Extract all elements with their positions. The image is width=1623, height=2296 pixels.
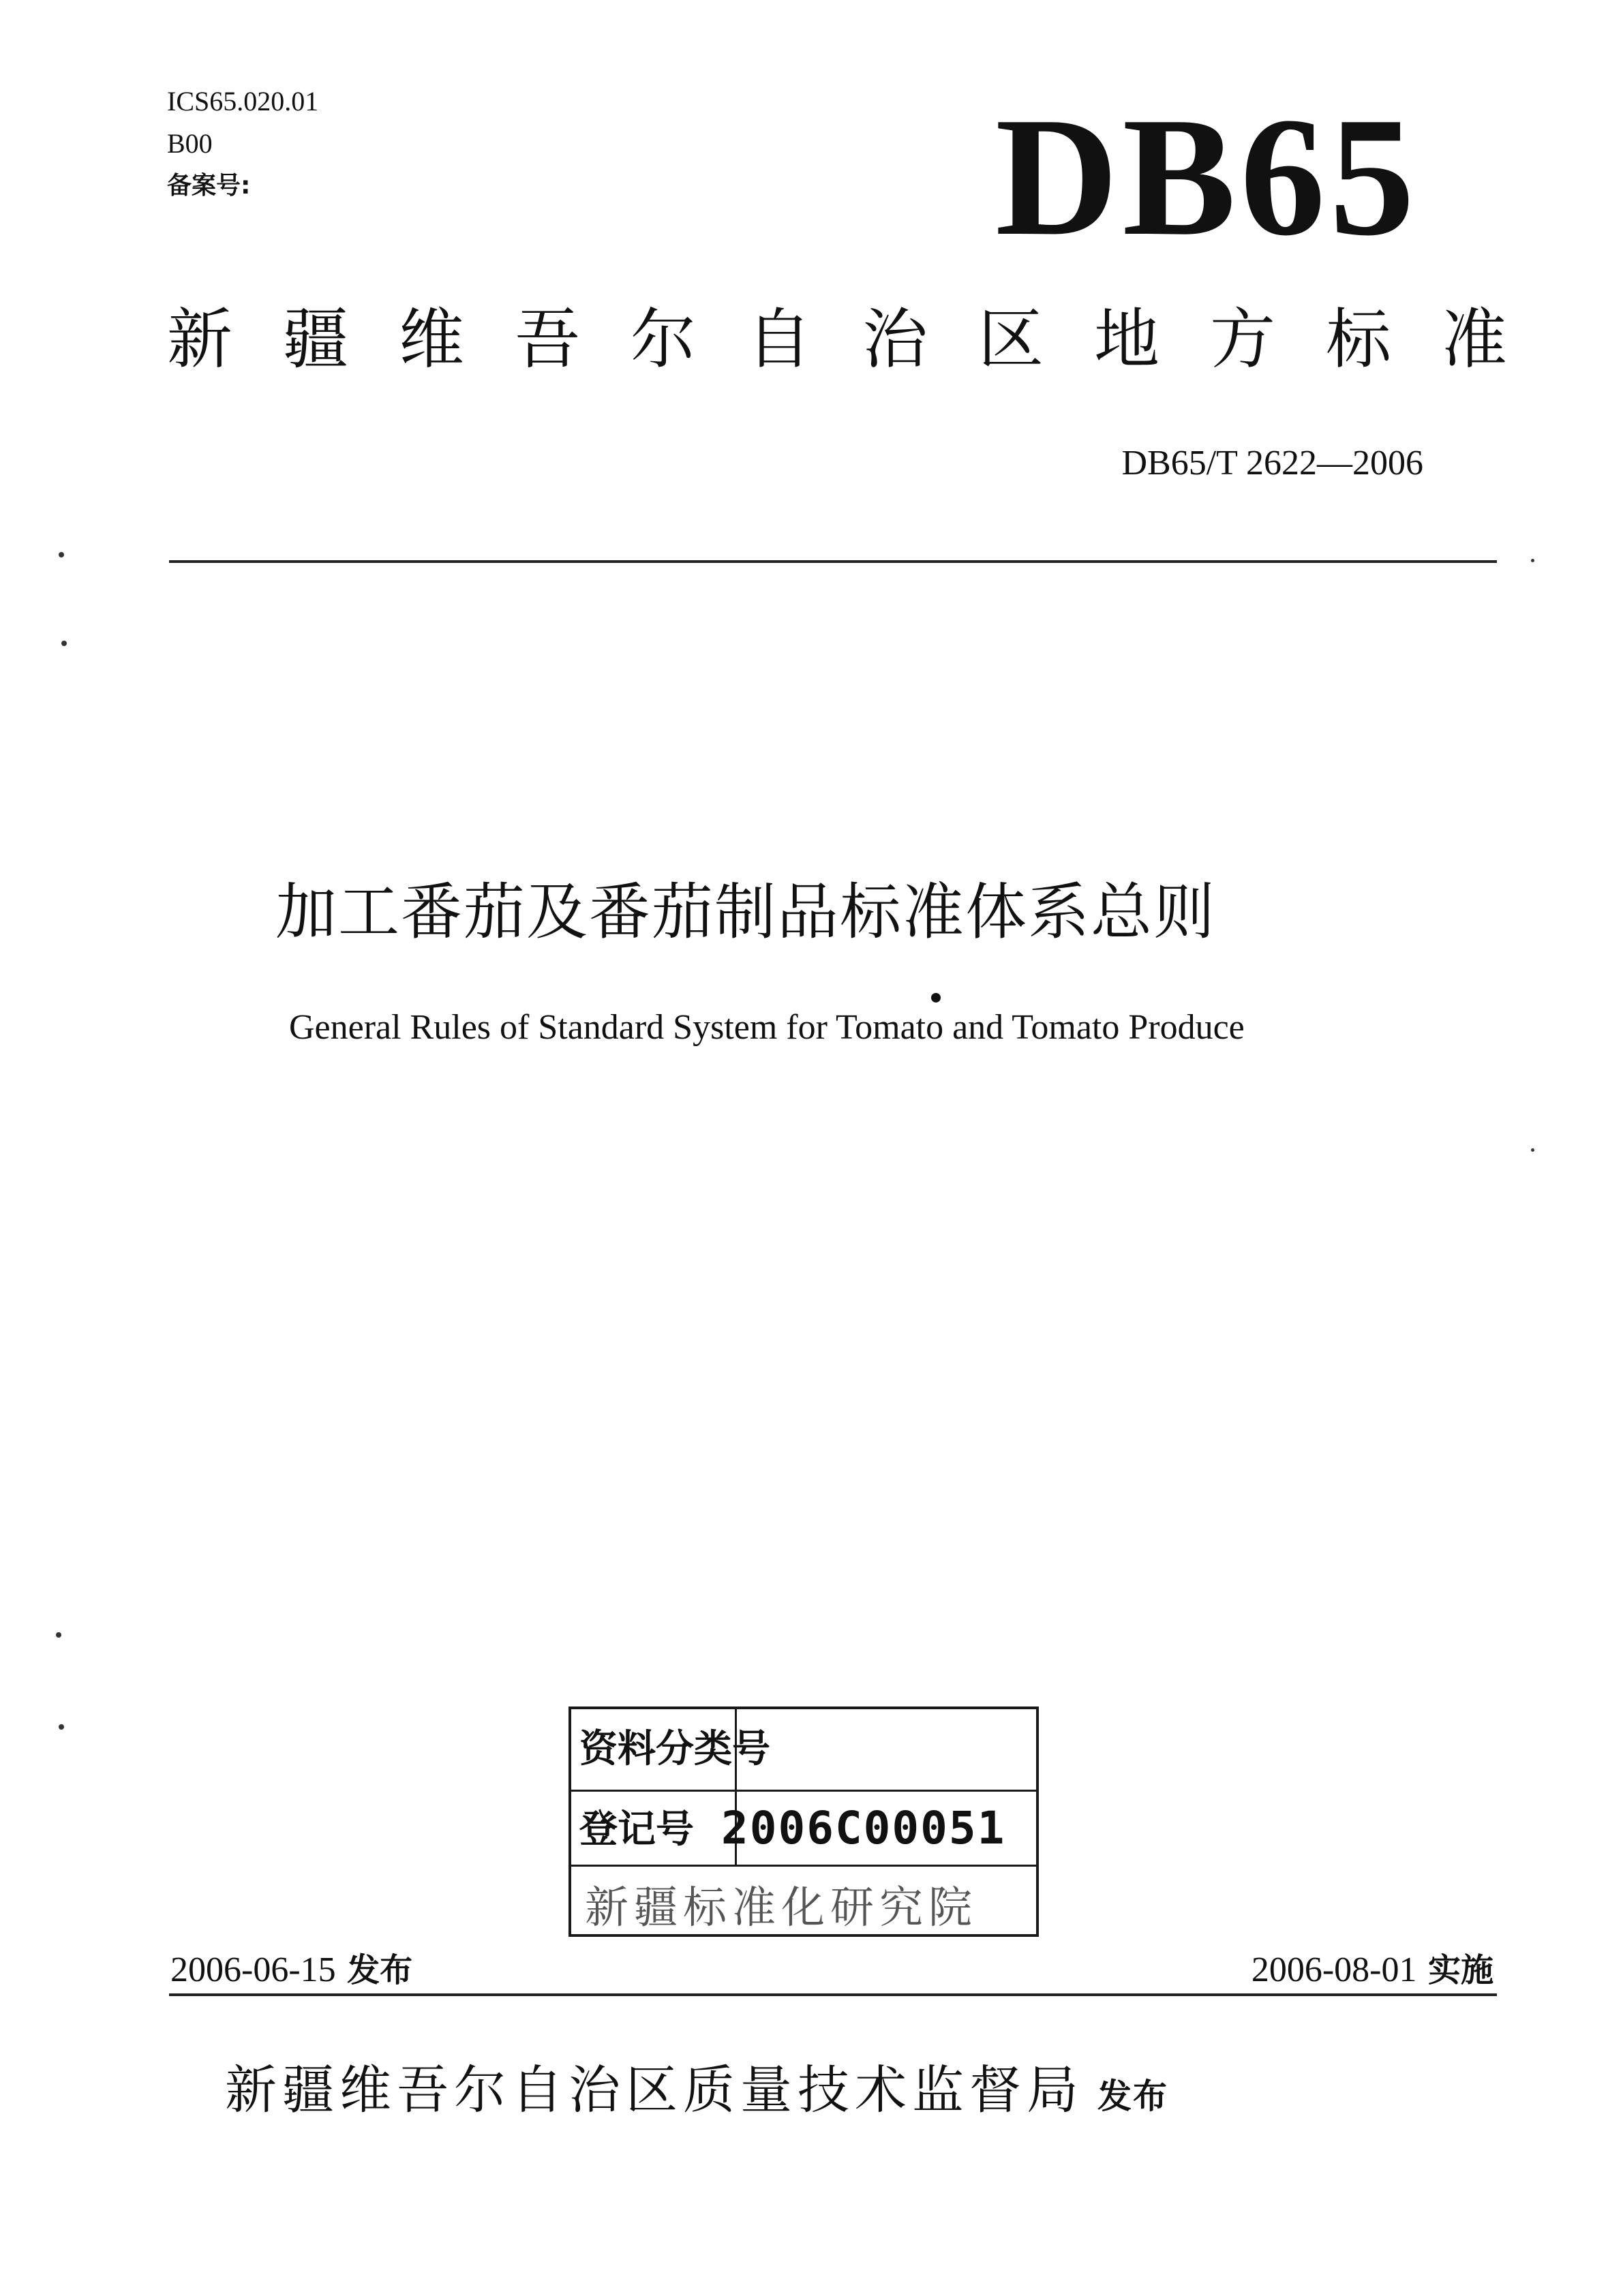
implementation-label: 实施 <box>1427 1951 1493 1989</box>
scan-speck <box>59 552 64 557</box>
top-divider <box>169 560 1497 563</box>
publisher-name: 新疆维吾尔自治区质量技术监督局 <box>225 2060 1084 2120</box>
scan-speck <box>59 1724 64 1730</box>
standard-number: DB65/T 2622—2006 <box>1121 444 1423 483</box>
standard-category-title: 新疆维吾尔自治区地方标准 <box>167 301 1558 378</box>
scan-speck <box>61 641 67 646</box>
document-title-english: General Rules of Standard System for Tomato and Tomato Produce <box>289 1008 1245 1047</box>
implementation-date <box>1252 1944 1493 1991</box>
issue-date-value: 2006-06-15 <box>170 1950 336 1989</box>
issue-label: 发布 <box>347 1951 413 1989</box>
implementation-date-value: 2006-08-01 <box>1251 1950 1417 1989</box>
classification-codes <box>167 80 318 207</box>
library-stamp <box>568 1706 1039 1937</box>
ics-code: ICS65.020.01 <box>167 86 319 117</box>
stamp-row-institute <box>571 1865 1036 1933</box>
publisher-suffix: 发布 <box>1097 2077 1168 2116</box>
scan-speck <box>56 1632 61 1638</box>
record-number-label: 备案号: <box>167 172 251 200</box>
scan-speck <box>1531 559 1534 562</box>
stamp-row-registration <box>571 1790 1036 1867</box>
ccs-code: B00 <box>167 128 213 159</box>
db65-logo: DB65 <box>995 82 1419 271</box>
bottom-divider <box>169 1993 1497 1996</box>
registration-label: 登记号 <box>579 1807 694 1852</box>
registration-value: 2006C00051 <box>721 1802 1006 1854</box>
document-title-chinese: 加工番茄及番茄制品标准体系总则 <box>275 876 1216 948</box>
institute-name: 新疆标准化研究院 <box>585 1883 977 1933</box>
issue-date <box>170 1944 412 1991</box>
scan-speck <box>1531 1148 1534 1152</box>
stamp-row-classification <box>571 1709 1036 1792</box>
publisher <box>225 2049 1168 2123</box>
classification-label: 资料分类号 <box>579 1727 770 1771</box>
decorative-dot <box>931 993 941 1002</box>
